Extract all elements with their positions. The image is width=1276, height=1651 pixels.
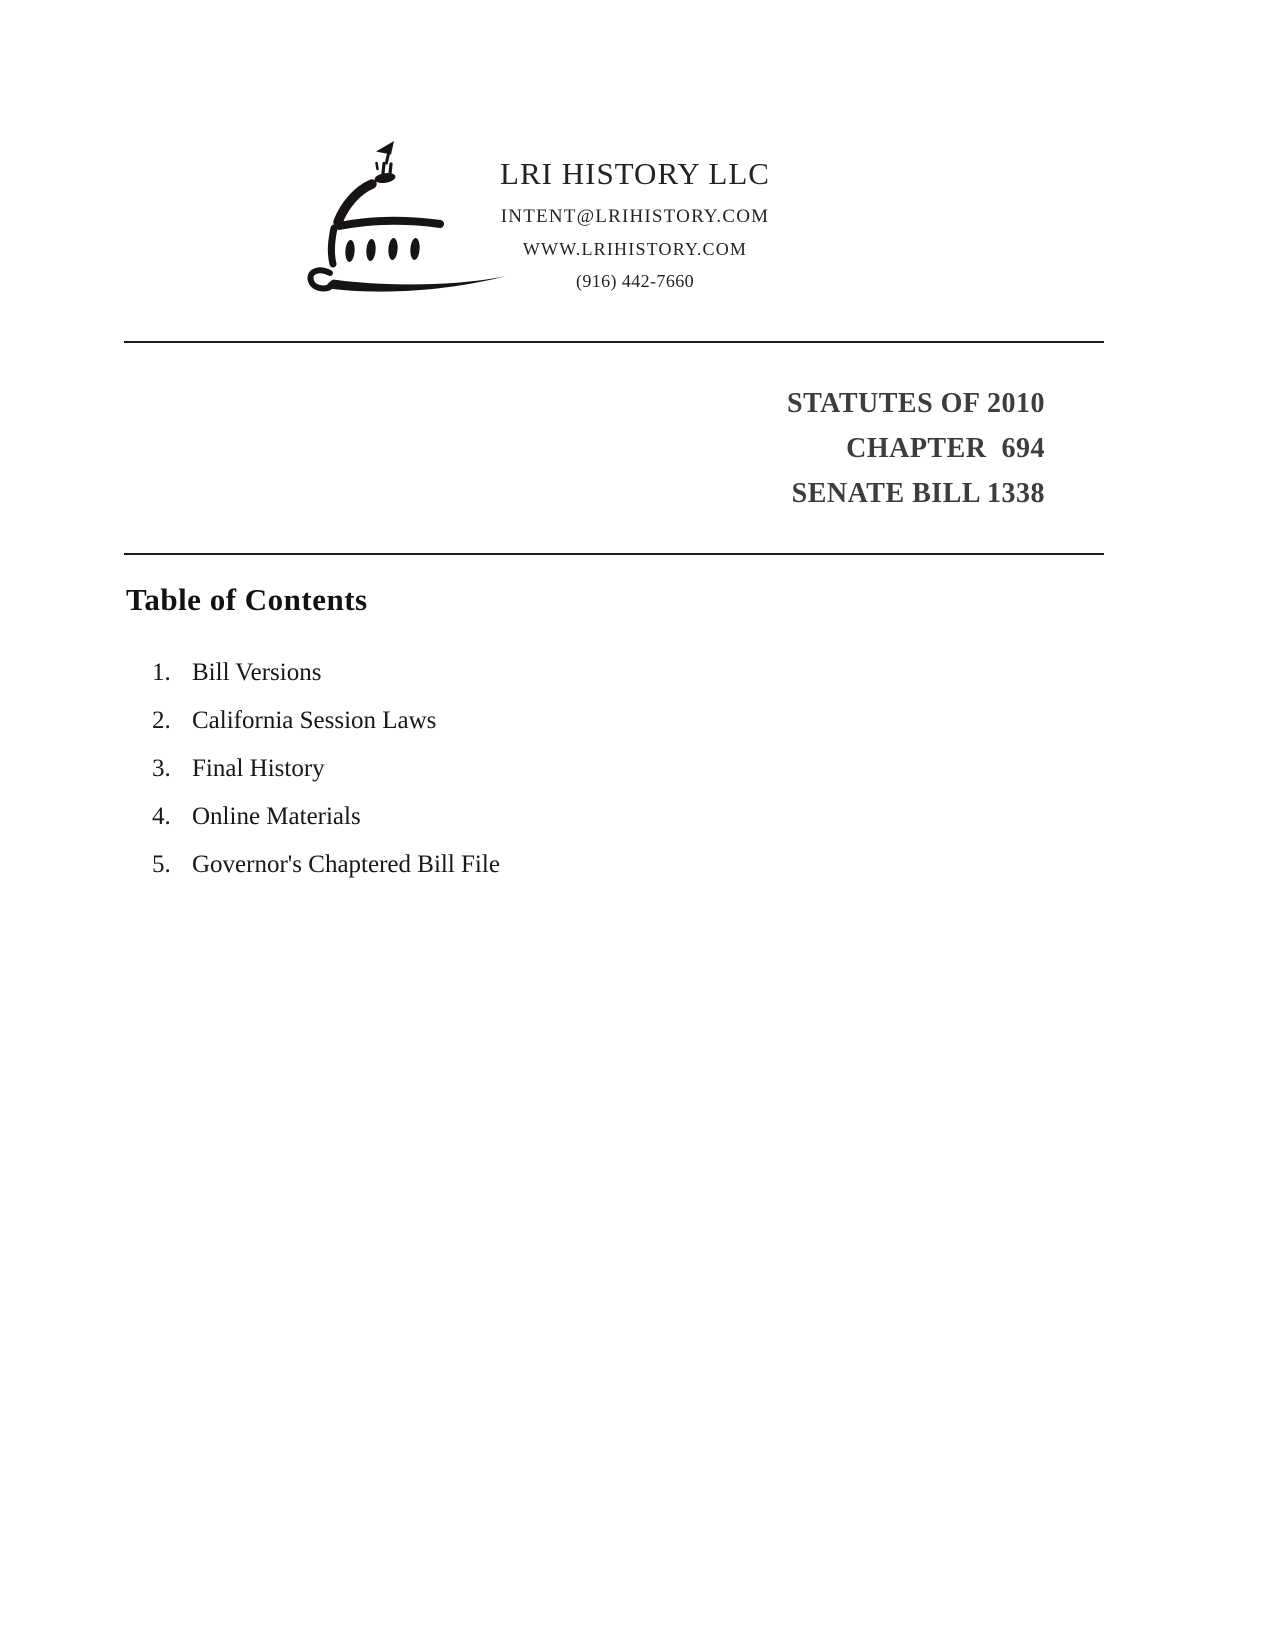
toc-item: [152, 745, 500, 793]
toc-item: [152, 649, 500, 697]
toc-item-label: Governor's Chaptered Bill File: [192, 851, 500, 878]
toc-item-number: 5.: [152, 851, 171, 878]
toc-item-number: 2.: [152, 707, 171, 734]
flag-icon: [376, 141, 394, 155]
statutes-year-line: STATUTES OF 2010: [787, 388, 1045, 419]
company-website: WWW.LRIHISTORY.COM: [522, 238, 748, 259]
toc-item-label: Final History: [192, 755, 325, 782]
company-phone: (916) 442-7660: [575, 270, 695, 291]
company-email: INTENT@LRIHISTORY.COM: [500, 205, 770, 227]
senate-bill-line: SENATE BILL 1338: [791, 478, 1045, 509]
toc-item: [152, 793, 500, 841]
toc-item-label: Bill Versions: [192, 659, 322, 686]
toc-item-label: Online Materials: [192, 803, 361, 830]
toc-item-label: California Session Laws: [192, 707, 437, 734]
bill-reference-block: [787, 381, 1045, 516]
toc-item-number: 1.: [152, 659, 171, 686]
header-contact-block: [440, 158, 830, 292]
toc-item-number: 4.: [152, 803, 171, 830]
toc-item: [152, 697, 500, 745]
divider-line-top: [124, 341, 1104, 343]
toc-title: Table of Contents: [126, 582, 368, 617]
chapter-number-line: CHAPTER 694: [846, 433, 1045, 464]
toc-item: [152, 841, 500, 889]
company-name: LRI HISTORY LLC: [500, 156, 770, 191]
toc-list: [152, 649, 500, 889]
toc-item-number: 3.: [152, 755, 171, 782]
divider-line-bottom: [124, 553, 1104, 555]
